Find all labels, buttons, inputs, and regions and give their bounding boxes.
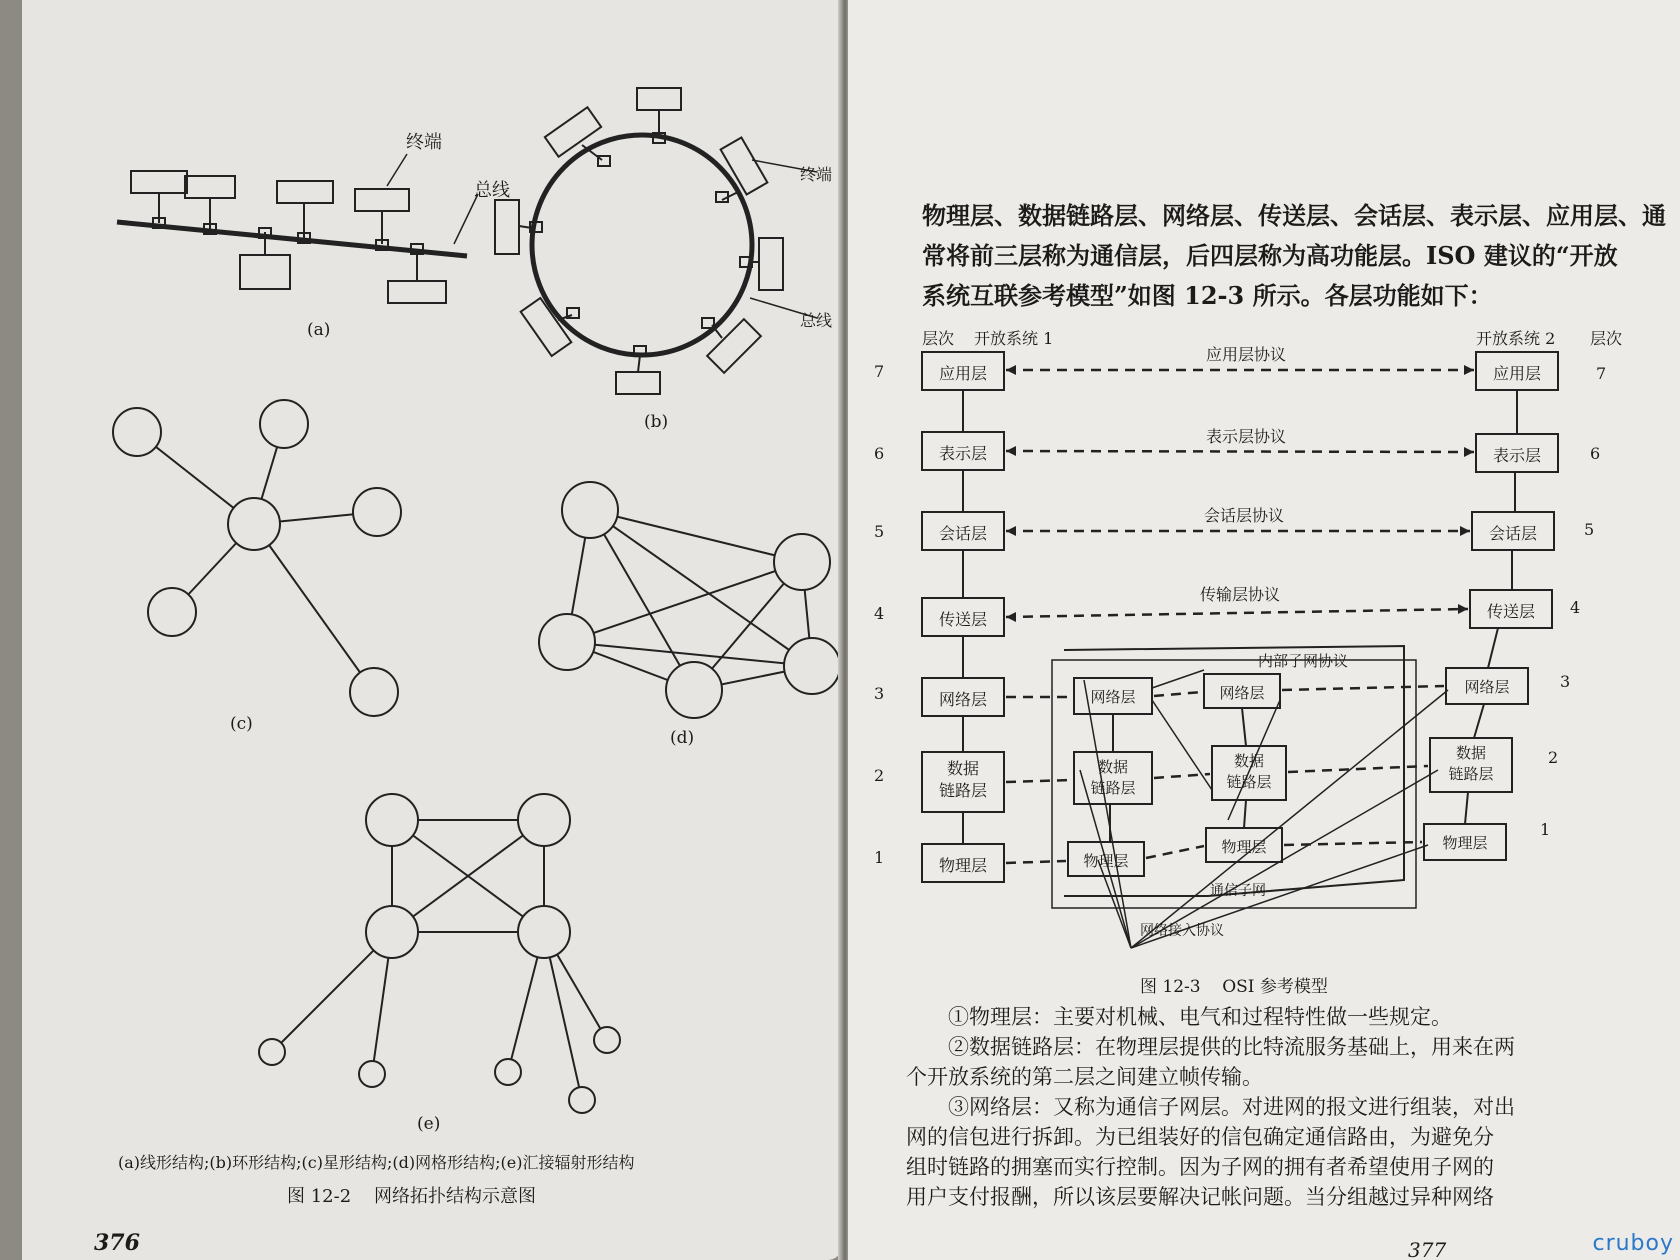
figure-caption-12-3: 图 12-3 OSI 参考模型 [1140, 977, 1328, 997]
left-layer-box: 表示层 [938, 444, 987, 463]
layer-number-right: 3 [1560, 672, 1571, 691]
terminal-a6 [388, 281, 446, 303]
terminal-a3 [277, 181, 333, 203]
right-page [848, 0, 1680, 1260]
ring-b [532, 135, 752, 355]
topology-figures [22, 0, 842, 1260]
right-layer-box: 数据 链路层 [1448, 744, 1494, 783]
terminal-a2 [185, 176, 235, 198]
body-line: 个开放系统的第二层之间建立帧传输。 [906, 1065, 1263, 1089]
mid-node-2: 物理层 [1221, 838, 1267, 856]
body-line: ②数据链路层：在物理层提供的比特流服务基础上，用来在两 [948, 1035, 1515, 1059]
right-layer-box: 表示层 [1492, 446, 1541, 465]
header-left-layer: 层次 [922, 329, 955, 348]
right-layer-box: 传送层 [1486, 602, 1535, 621]
fig-e-label: (e) [417, 1114, 441, 1134]
page-number-right: 377 [1408, 1238, 1447, 1260]
terminal-a5 [240, 255, 290, 289]
layer-number-right: 6 [1590, 444, 1601, 463]
intro-line: 常将前三层称为通信层，后四层称为高功能层。ISO 建议的“开放 [922, 241, 1618, 270]
layer-number-right: 1 [1540, 820, 1551, 839]
body-line: 网的信包进行拆卸。为已组装好的信包确定通信路由，为避免分 [906, 1125, 1494, 1149]
intro-line: 系统互联参考模型”如图 12-3 所示。各层功能如下： [922, 281, 1493, 310]
fig-d-label: (d) [670, 728, 695, 748]
bus-line-a [117, 222, 467, 256]
mid-node-2: 数据 链路层 [1226, 752, 1272, 791]
mid-node-1: 物理层 [1083, 852, 1129, 870]
fig-a-label: (a) [307, 320, 331, 340]
access-protocol-label: 网络接入协议 [1140, 923, 1224, 939]
left-layer-box: 网络层 [938, 690, 987, 709]
layer-number-left: 1 [874, 848, 885, 867]
right-layer-box: 物理层 [1442, 834, 1488, 852]
header-right-layer: 层次 [1590, 329, 1623, 348]
body-line: 组时链路的拥塞而实行控制。因为子网的拥有者希望使用子网的 [906, 1155, 1494, 1179]
left-layer-box: 物理层 [938, 856, 987, 875]
right-layer-box: 应用层 [1492, 364, 1541, 383]
protocol-label: 表示层协议 [1206, 427, 1287, 446]
page-number-left: 376 [94, 1230, 140, 1256]
star-center [228, 498, 280, 550]
intro-line: 物理层、数据链路层、网络层、传送层、会话层、表示层、应用层、通 [922, 201, 1666, 230]
left-layer-box: 传送层 [938, 610, 987, 629]
figure-caption-12-2: 图 12-2 网络拓扑结构示意图 [287, 1186, 537, 1207]
right-layer-box: 会话层 [1488, 524, 1537, 543]
fig-c-label: (c) [230, 714, 253, 734]
mid-node-1: 网络层 [1090, 688, 1136, 706]
layer-number-right: 4 [1570, 598, 1581, 617]
comm-subnet-label: 通信子网 [1210, 883, 1266, 899]
mid-node-2: 网络层 [1219, 684, 1265, 702]
body-line: 用户支付报酬，所以该层要解决记帐问题。当分组越过异种网络 [906, 1185, 1494, 1209]
protocol-label: 会话层协议 [1204, 506, 1285, 525]
layer-number-left: 6 [874, 444, 885, 463]
layer-number-left: 5 [874, 522, 885, 541]
left-page [22, 0, 842, 1260]
protocol-label: 应用层协议 [1206, 345, 1287, 364]
layer-number-left: 3 [874, 684, 885, 703]
mid-node-1: 数据 链路层 [1090, 758, 1136, 797]
right-layer-box: 网络层 [1464, 678, 1510, 696]
hub-radial-e [259, 794, 620, 1113]
layer-number-left: 2 [874, 766, 885, 785]
body-line: ①物理层：主要对机械、电气和过程特性做一些规定。 [948, 1005, 1452, 1029]
layer-number-left: 7 [874, 362, 885, 381]
mesh-d [539, 482, 840, 718]
terminal-label-b: 终端 [800, 165, 833, 184]
body-line: ③网络层：又称为通信子网层。对进网的报文进行组装，对出 [948, 1095, 1515, 1119]
figure-legend: (a)线形结构;(b)环形结构;(c)星形结构;(d)网格形结构;(e)汇接辐射形结构 [118, 1153, 635, 1172]
terminal-a1 [131, 171, 187, 193]
left-layer-box: 应用层 [938, 364, 987, 383]
header-right-system: 开放系统 2 [1476, 329, 1556, 348]
protocol-label: 传输层协议 [1200, 585, 1281, 604]
inner-subnet-protocol-label: 内部子网协议 [1258, 652, 1349, 670]
bus-label-a: 总线 [474, 180, 510, 201]
fig-b-label: (b) [644, 412, 669, 432]
layer-number-right: 7 [1596, 364, 1607, 383]
layer-number-left: 4 [874, 604, 885, 623]
body-text [906, 1002, 1666, 1212]
left-layer-box: 会话层 [938, 524, 987, 543]
left-layer-box: 数据 链路层 [938, 759, 987, 800]
terminal-label-a: 终端 [406, 132, 442, 153]
watermark: cruboy [1592, 1231, 1674, 1256]
header-left-system: 开放系统 1 [974, 329, 1054, 348]
layer-number-right: 2 [1548, 748, 1559, 767]
terminal-a4 [355, 189, 409, 211]
bus-label-b: 总线 [800, 311, 833, 330]
layer-number-right: 5 [1584, 520, 1595, 539]
